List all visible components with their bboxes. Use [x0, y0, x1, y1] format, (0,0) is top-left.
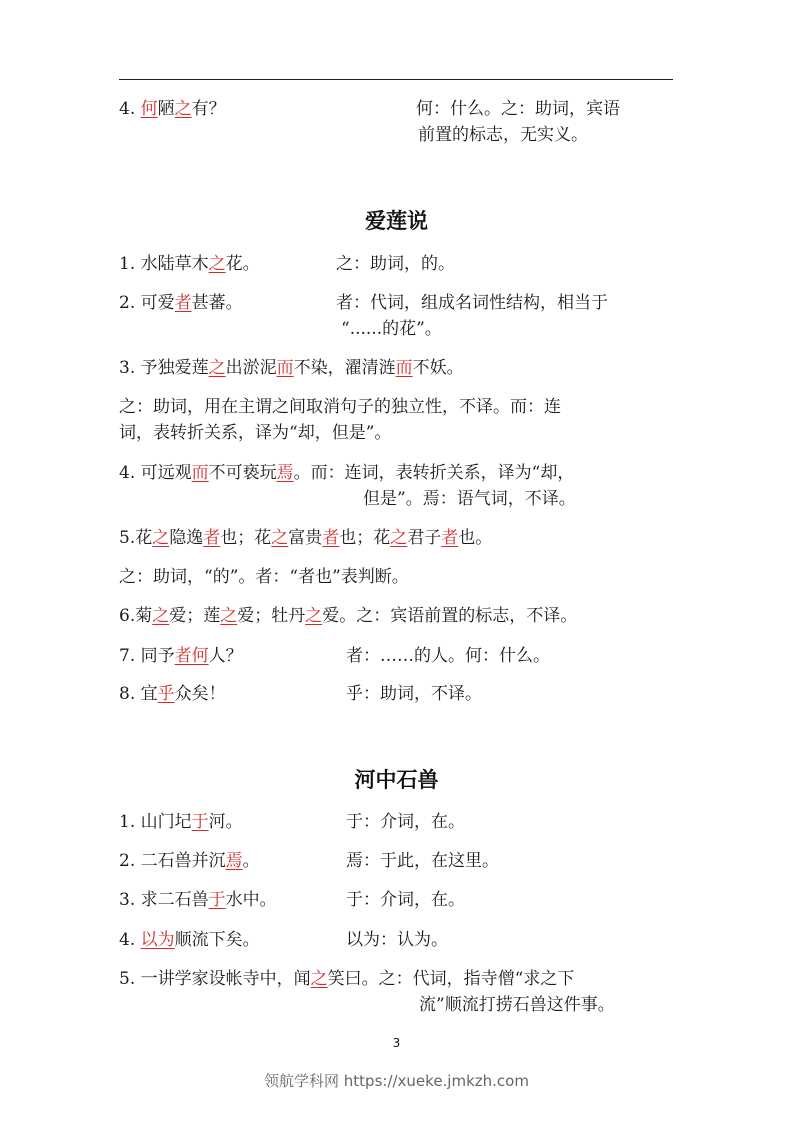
highlight-word: 而 [395, 358, 413, 378]
highlight-word: 而 [191, 463, 209, 483]
text: 不染，濯清涟 [293, 358, 396, 378]
highlight-word: 之 [174, 99, 192, 119]
highlight-word: 之 [152, 528, 170, 548]
text: 花 [135, 528, 153, 548]
page-number: 3 [392, 1036, 401, 1050]
text: 可爱 [140, 293, 175, 313]
item-number: 3. [119, 358, 136, 378]
highlight-word: 之 [271, 528, 289, 548]
s2-item-1-note: 于：介词，在。 [346, 812, 465, 832]
s1-item-6 [119, 603, 577, 629]
highlight-word: 而 [276, 358, 294, 378]
s1-item-4-note-line2: 但是”。焉：语气词，不译。 [363, 489, 576, 509]
prev-item-4 [119, 96, 226, 122]
text: 爱；莲 [169, 606, 221, 626]
item-number: 4. [119, 930, 136, 950]
highlight-word: 焉 [276, 463, 294, 483]
s2-item-5-note-line2: 流”顺流打捞石兽这件事。 [419, 995, 615, 1015]
text: 不妖。 [412, 358, 464, 378]
highlight-word: 乎 [157, 684, 175, 704]
text: 河。 [208, 812, 243, 832]
item-number: 1. [119, 812, 136, 832]
s1-item-2-note-line1: 者：代词，组成名词性结构，相当于 [336, 293, 608, 313]
top-rule [119, 79, 673, 80]
s1-item-1-note: 之：助词，的。 [336, 254, 455, 274]
item-number: 4. [119, 99, 136, 119]
item-number: 8. [119, 684, 136, 704]
s1-item-3-note-line2: 词，表转折关系，译为“却，但是”。 [119, 423, 392, 443]
text: 笑曰。之：代词，指寺僧“求之下 [327, 969, 575, 989]
highlight-word: 者 [441, 528, 459, 548]
item-number: 7. [119, 646, 136, 666]
text: 甚蕃。 [191, 293, 243, 313]
footer-watermark: 领航学科网 https://xueke.jmkzh.com [264, 1072, 529, 1090]
highlight-word: 于 [191, 812, 209, 832]
s1-item-5-note: 之：助词，“的”。者：“者也”表判断。 [119, 567, 409, 587]
prev-item-4-note-line2: 前置的标志，无实义。 [418, 125, 588, 145]
item-number: 2. [119, 293, 136, 313]
highlight-word: 于 [208, 890, 226, 910]
text: 有？ [191, 99, 226, 119]
item-number: 4. [119, 463, 136, 483]
text: 。而：连词，表转折关系，译为“却， [293, 463, 575, 483]
highlight-word: 之 [390, 528, 408, 548]
text: 予独爱莲 [140, 358, 209, 378]
s2-item-5 [119, 966, 574, 992]
text: 花。 [225, 254, 260, 274]
text: 爱。之：宾语前置的标志，不译。 [322, 606, 578, 626]
text: 也；花 [339, 528, 391, 548]
s1-item-8-note: 乎：助词，不译。 [346, 684, 482, 704]
text: 宜 [140, 684, 158, 704]
item-number: 6. [119, 606, 136, 626]
highlight-word: 之 [152, 606, 170, 626]
text: 众矣！ [174, 684, 226, 704]
item-number: 2. [119, 851, 136, 871]
text: 同予 [140, 646, 175, 666]
highlight-word: 以为 [140, 930, 175, 950]
s1-item-8 [119, 681, 226, 707]
text: 爱；牡丹 [237, 606, 306, 626]
s1-item-3-note-line1: 之：助词，用在主谓之间取消句子的独立性，不译。而：连 [119, 397, 561, 417]
prev-item-4-note-line1: 何：什么。之：助词，宾语 [416, 99, 620, 119]
highlight-word: 者 [174, 293, 192, 313]
text: 也。 [458, 528, 493, 548]
s2-item-2-note: 焉：于此，在这里。 [346, 851, 499, 871]
s2-item-2 [119, 848, 260, 874]
section-title-ailianshuo: 爱莲说 [365, 209, 428, 233]
section-title-hezhongshishou: 河中石兽 [354, 768, 439, 792]
s1-item-7-note: 者：……的人。何：什么。 [346, 646, 550, 666]
text: 也；花 [220, 528, 272, 548]
text: 顺流下矣。 [174, 930, 260, 950]
s1-item-3 [119, 355, 464, 381]
text: 水中。 [225, 890, 277, 910]
text: 富贵 [288, 528, 323, 548]
item-number: 1. [119, 254, 136, 274]
text: 可远观 [140, 463, 192, 483]
s2-item-1 [119, 809, 243, 835]
text: 陋 [157, 99, 175, 119]
text: 菊 [135, 606, 153, 626]
text: 山门圮 [140, 812, 192, 832]
s1-item-5 [119, 525, 492, 551]
text: 君子 [407, 528, 442, 548]
text: 二石兽并沉 [140, 851, 226, 871]
s1-item-7 [119, 643, 243, 669]
s2-item-3-note: 于：介词，在。 [346, 890, 465, 910]
text: 出淤泥 [225, 358, 277, 378]
s1-item-1 [119, 251, 260, 277]
text: 隐逸 [169, 528, 204, 548]
text: 不可亵玩 [208, 463, 277, 483]
highlight-word: 之 [310, 969, 328, 989]
item-number: 3. [119, 890, 136, 910]
highlight-word: 者何 [174, 646, 209, 666]
highlight-word: 者 [322, 528, 340, 548]
text: 水陆草木 [140, 254, 209, 274]
text: 求二石兽 [140, 890, 209, 910]
text: 人？ [208, 646, 243, 666]
highlight-word: 者 [203, 528, 221, 548]
text: 一讲学家设帐寺中，闻 [140, 969, 311, 989]
s1-item-2-note-line2: “......的花”。 [341, 319, 442, 339]
highlight-word: 何 [140, 99, 158, 119]
s1-item-2 [119, 290, 243, 316]
s2-item-3 [119, 887, 277, 913]
text: 。 [242, 851, 260, 871]
s2-item-4-note: 以为：认为。 [346, 930, 448, 950]
highlight-word: 之 [208, 254, 226, 274]
highlight-word: 之 [208, 358, 226, 378]
highlight-word: 之 [220, 606, 238, 626]
item-number: 5. [119, 969, 136, 989]
highlight-word: 之 [305, 606, 323, 626]
s2-item-4 [119, 927, 260, 953]
item-number: 5. [119, 528, 136, 548]
s1-item-4 [119, 460, 574, 486]
highlight-word: 焉 [225, 851, 243, 871]
